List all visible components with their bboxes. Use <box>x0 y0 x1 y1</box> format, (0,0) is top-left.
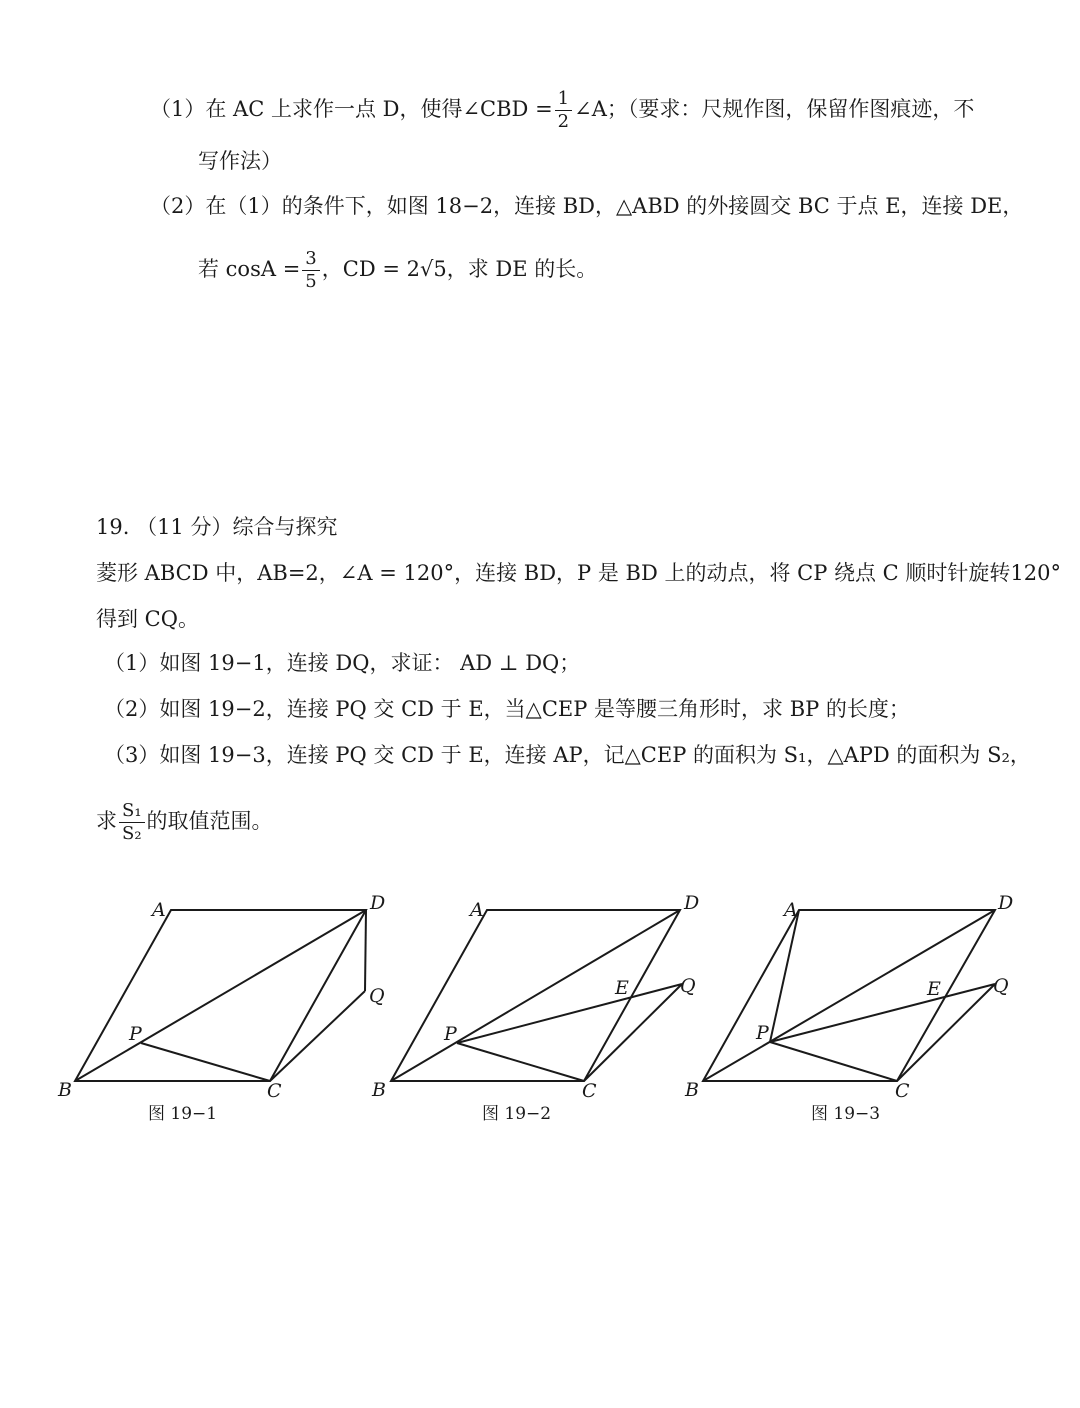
label-b: B <box>372 1079 386 1101</box>
q19-sub3-text-a: 求 <box>96 809 117 833</box>
figure-19-1 <box>57 892 385 1124</box>
label-p: P <box>129 1023 142 1045</box>
fraction-denominator: 5 <box>305 271 317 292</box>
label-q: Q <box>369 985 385 1007</box>
figure-19-2-caption: 图 19−2 <box>482 1104 552 1124</box>
label-p: P <box>756 1022 769 1044</box>
q19-sub3-line2 <box>96 800 273 845</box>
q18-fraction-half <box>555 88 572 133</box>
q19-stem-line2: 得到 CQ。 <box>96 607 199 631</box>
label-a: A <box>470 899 484 921</box>
segment-pc <box>457 1043 584 1081</box>
fraction-numerator: 3 <box>302 248 319 271</box>
segment-cq <box>897 984 995 1081</box>
label-b: B <box>58 1079 72 1101</box>
label-d: D <box>370 892 386 914</box>
segment-ap <box>770 910 799 1042</box>
label-b: B <box>685 1079 699 1101</box>
label-e: E <box>927 978 941 1000</box>
q18-part2-text-a: 若 cosA = <box>198 257 301 281</box>
q19-sub3-text-b: 的取值范围。 <box>146 809 273 833</box>
segment-pq <box>770 984 995 1042</box>
q18-part1-line1 <box>150 88 974 133</box>
q18-part2-line2 <box>198 248 597 293</box>
q19-fraction-s1-s2 <box>119 800 145 845</box>
label-q: Q <box>680 975 696 997</box>
label-a: A <box>784 899 798 921</box>
fraction-denominator: S₂ <box>122 823 142 844</box>
q18-part2-line1: （2）在（1）的条件下，如图 18−2，连接 BD，△ABD 的外接圆交 BC 于点 E，连接 DE， <box>150 194 1024 218</box>
segment-pc <box>770 1042 897 1081</box>
label-c: C <box>582 1080 597 1102</box>
segment-bd <box>75 910 366 1081</box>
label-d: D <box>684 892 700 914</box>
q19-sub2: （2）如图 19−2，连接 PQ 交 CD 于 E，当△CEP 是等腰三角形时，求 BP 的长度； <box>104 697 910 721</box>
q18-part1-line2: 写作法） <box>198 149 282 173</box>
segment-pc <box>141 1043 270 1081</box>
figure-19-1-caption: 图 19−1 <box>148 1104 218 1124</box>
q19-stem-line1: 菱形 ABCD 中，AB=2，∠A = 120°，连接 BD，P 是 BD 上的动点，将 CP 绕点 C 顺时针旋转120° <box>96 561 1062 585</box>
label-d: D <box>998 892 1014 914</box>
label-p: P <box>444 1023 457 1045</box>
q19-heading: 19. （11 分）综合与探究 <box>96 515 338 539</box>
segment-dq <box>365 910 366 991</box>
segment-cq <box>584 984 682 1081</box>
fraction-numerator: S₁ <box>119 800 145 823</box>
label-c: C <box>267 1080 282 1102</box>
fraction-numerator: 1 <box>555 88 572 111</box>
segment-pq <box>457 984 682 1043</box>
figure-19-3 <box>684 892 1013 1124</box>
q19-figures <box>0 880 1080 1140</box>
label-a: A <box>152 899 166 921</box>
label-e: E <box>615 977 629 999</box>
segment-cq <box>270 991 365 1081</box>
figure-19-2 <box>371 892 699 1124</box>
fraction-denominator: 2 <box>557 111 570 132</box>
q19-sub1: （1）如图 19−1，连接 DQ，求证： AD ⊥ DQ； <box>104 651 581 675</box>
figure-19-3-caption: 图 19−3 <box>811 1104 881 1124</box>
q18-part1-text-b: ∠A；（要求：尺规作图，保留作图痕迹，不 <box>574 97 975 121</box>
q18-part1-text-a: （1）在 AC 上求作一点 D，使得∠CBD = <box>150 97 553 121</box>
label-c: C <box>895 1080 910 1102</box>
q19-sub3: （3）如图 19−3，连接 PQ 交 CD 于 E，连接 AP，记△CEP 的面积为 S₁，△APD 的面积为 S₂， <box>104 743 1031 767</box>
label-q: Q <box>993 975 1009 997</box>
q18-fraction-three-fifths <box>302 248 319 293</box>
q18-part2-text-b: ，CD = 2√5，求 DE 的长。 <box>321 257 598 281</box>
